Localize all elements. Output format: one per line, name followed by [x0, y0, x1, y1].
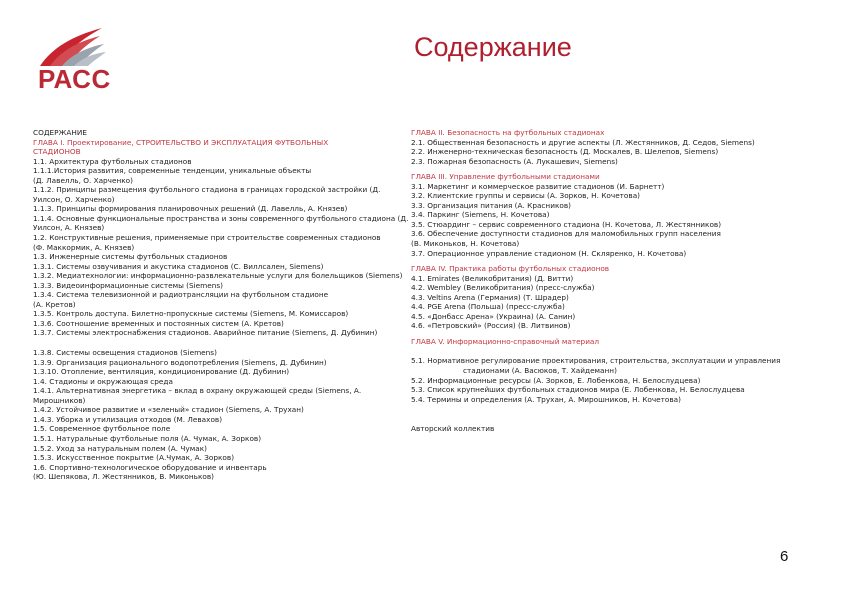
toc-entry: 4.5. «Донбасс Арена» (Украина) (А. Санин): [411, 311, 576, 321]
toc-entry: 1.5. Современное футбольное поле: [33, 424, 171, 434]
toc-heading: СОДЕРЖАНИЕ: [33, 128, 87, 137]
chapter-5-title: ГЛАВА V. Информационно-справочный материал: [411, 336, 600, 346]
toc-entry: 1.1. Архитектура футбольных стадионов: [33, 156, 192, 166]
toc-entry: 1.3.6. Соотношение временных и постоянных систем (А. Кретов): [33, 318, 284, 328]
toc-right-column: [411, 128, 791, 434]
toc-entry: 1.3.1. Системы озвучивания и акустика стадионов (С. Виллсален, Siemens): [33, 261, 324, 271]
toc-entry: (В. Миконьков, Н. Кочетова): [411, 239, 520, 249]
toc-entry: 3.6. Обеспечение доступности стадионов для маломобильных групп населения: [411, 229, 721, 239]
toc-entry: 5.1. Нормативное регулирование проектирования, строительства, эксплуатации и управления: [411, 356, 781, 366]
toc-entry: 4.2. Wembley (Великобритания) (пресс-служба): [411, 283, 595, 293]
toc-entry: 1.5.2. Уход за натуральным полем (А. Чумак): [33, 443, 207, 453]
toc-entry: (Д. Лавелль, О. Харченко): [33, 175, 133, 185]
chapter-3-title: ГЛАВА III. Управление футбольными стадионами: [411, 172, 600, 182]
toc-entry: 1.1.2. Принципы размещения футбольного стадиона в границах городской застройки (Д.: [33, 185, 381, 195]
toc-entry: стадионами (А. Васюков, Т. Хайдеманн): [463, 366, 617, 376]
toc-entry: 3.2. Клиентские группы и сервисы (А. Зорков, Н. Кочетова): [411, 191, 641, 201]
authors-note: Авторский коллектив: [411, 424, 495, 434]
toc-entry: (Ю. Шепякова, Л. Жестянников, В. Миконьков): [33, 472, 214, 482]
toc-entry: 1.3.5. Контроль доступа. Билетно-пропускные системы (Siemens, М. Комиссаров): [33, 309, 349, 319]
toc-entry: 1.1.4. Основные функциональные пространства и зоны современного футбольного стадиона (Д.: [33, 213, 409, 223]
toc-entry: 1.4. Стадионы и окружающая среда: [33, 376, 173, 386]
toc-entry: 4.1. Emirates (Великобритания) (Д. Витти): [411, 273, 574, 283]
toc-entry: 1.3.4. Система телевизионной и радиотрансляции на футбольном стадионе: [33, 290, 329, 300]
toc-entry: 3.1. Маркетинг и коммерческое развитие стадионов (И. Барнетт): [411, 181, 665, 191]
toc-entry: 3.3. Организация питания (А. Красников): [411, 200, 571, 210]
toc-entry: 1.3.2. Медиатехнологии: информационно-развлекательные услуги для болельщиков (Siemens): [33, 271, 403, 281]
toc-entry: 1.5.3. Искусственное покрытие (А.Чумак, А. Зорков): [33, 453, 235, 463]
chapter-2-title: ГЛАВА II. Безопасность на футбольных стадионах: [411, 128, 605, 137]
toc-entry: 1.1.1.История развития, современные тенденции, уникальные объекты: [33, 166, 312, 176]
page-number: 6: [780, 548, 789, 565]
toc-entry: 5.2. Информационные ресурсы (А. Зорков, Е. Лобенкова, Н. Белослудцева): [411, 375, 701, 385]
page-title: Содержание: [414, 32, 572, 62]
toc-entry: Уилсон, О. Харченко): [33, 194, 115, 204]
chapter-1-title-cont: СТАДИОНОВ: [33, 147, 81, 157]
toc-entry: 1.3.7. Системы электроснабжения стадионов. Аварийное питание (Siemens, Д. Дубинин): [33, 328, 378, 338]
toc-entry: 2.3. Пожарная безопасность (А. Лукашевич, Siemens): [411, 156, 618, 166]
toc-entry: (Ф. Маккормик, А. Князев): [33, 242, 135, 252]
toc-entry: 1.2. Конструктивные решения, применяемые при строительстве современных стадионов: [33, 233, 381, 243]
toc-entry: 2.2. Инженерно-техническая безопасность (Д. Москалев, В. Шелепов, Siemens): [411, 147, 719, 157]
toc-entry: Мирошников): [33, 395, 86, 405]
rass-logo-text: РАСС: [38, 64, 111, 94]
chapter-1-title: ГЛАВА I. Проектирование, СТРОИТЕЛЬСТВО И ЭКСПЛУАТАЦИЯ ФУТБОЛЬНЫХ: [33, 137, 329, 147]
toc-entry: 4.6. «Петровский» (Россия) (В. Литвинов): [411, 321, 571, 331]
toc-entry: Уилсон, А. Князев): [33, 223, 105, 233]
toc-entry: 1.5.1. Натуральные футбольные поля (А. Чумак, А. Зорков): [33, 433, 262, 443]
toc-entry: 1.4.3. Уборка и утилизация отходов (М. Левахов): [33, 414, 223, 424]
toc-entry: 1.4.1. Альтернативная энергетика – вклад в охрану окружающей среды (Siemens, А.: [33, 386, 362, 396]
toc-entry: (А. Кретов): [33, 299, 76, 309]
toc-entry: 1.3.10. Отопление, вентиляция, кондиционирование (Д. Дубинин): [33, 367, 290, 377]
toc-entry: 1.3.9. Организация рационального водопотребления (Siemens, Д. Дубинин): [33, 357, 327, 367]
toc-left-column: [33, 128, 409, 482]
toc-entry: 4.3. Veltins Arena (Германия) (Т. Шрадер): [411, 292, 569, 302]
toc-entry: 1.3. Инженерные системы футбольных стадионов: [33, 252, 228, 262]
toc-entry: 1.3.8. Системы освещения стадионов (Siemens): [33, 348, 217, 358]
toc-entry: 1.1.3. Принципы формирования планировочных решений (Д. Лавелль, А. Князев): [33, 204, 348, 214]
toc-entry: 3.7. Операционное управление стадионом (Н. Скляренко, Н. Кочетова): [411, 248, 687, 258]
toc-entry: 4.4. PGE Arena (Польша) (пресс-служба): [411, 302, 565, 312]
toc-entry: 3.5. Стюардинг – сервис современного стадиона (Н. Кочетова, Л. Жестянников): [411, 219, 722, 229]
toc-entry: 1.6. Спортивно-технологическое оборудование и инвентарь: [33, 462, 267, 472]
toc-entry: 3.4. Паркинг (Siemens, Н. Кочетова): [411, 210, 550, 220]
toc-entry: 5.4. Термины и определения (А. Трухан, А. Мирошников, Н. Кочетова): [411, 394, 682, 404]
chapter-4-title: ГЛАВА IV. Практика работы футбольных стадионов: [411, 264, 610, 274]
toc-entry: 1.3.3. Видеоинформационные системы (Siemens): [33, 280, 224, 290]
toc-entry: 2.1. Общественная безопасность и другие аспекты (Л. Жестянников, Д. Седов, Siemens): [411, 137, 755, 147]
toc-entry: 5.3. Список крупнейших футбольных стадионов мира (Е. Лобенкова, Н. Белослудцева: [411, 385, 745, 395]
toc-entry: 1.4.2. Устойчивое развитие и «зеленый» стадион (Siemens, А. Трухан): [33, 405, 304, 415]
